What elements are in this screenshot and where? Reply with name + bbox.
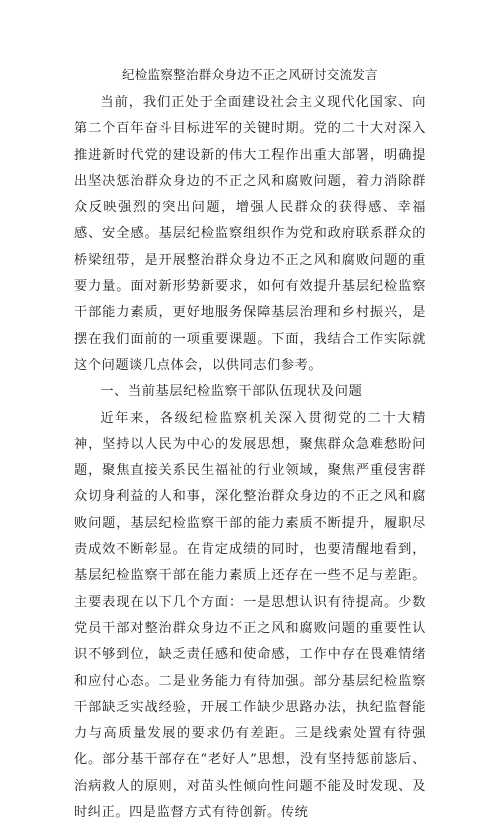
document-title: 纪检监察整治群众身边不正之风研讨交流发言	[121, 67, 378, 82]
section-paragraph: 近年来，各级纪检监察机关深入贯彻党的二十大精神，坚持以人民为中心的发展思想，聚焦群众急难愁盼问题，聚焦直接关系民生福祉的行业领域，聚焦严重侵害群众切身利益的人和事，深化整治群众身边的不正之风和腐败问题，基层纪检监察干部的能力素质不断提升，履职尽责成效不断彰显。在肯定成绩的同时，也要清醒地看到，基层纪检监察干部在能力素质上还存在一些不足与差距。主要表现在以下几个方面：一是思想认识有待提高。少数党员干部对整治群众身边不正之风和腐败问题的重要性认识不够到位，缺乏责任感和使命感，工作中存在畏难情绪和应付心态。二是业务能力有待加强。部分基层纪检监察干部缺乏实战经验，开展工作缺少思路办法，执纪监督能力与高质量发展的要求仍有差距。三是线索处置有待强化。部分基干部存在“老好人”思想，没有坚持惩前毖后、治病救人的原则，对苗头性倾向性问题不能及时发现、及时纠正。四是监督方式有待创新。传统	[74, 410, 426, 821]
intro-paragraph: 当前，我们正处于全面建设社会主义现代化国家、向第二个百年奋斗目标进军的关键时期。党的二十大对深入推进新时代党的建设新的伟大工程作出重大部署，明确提出坚决惩治群众身边的不正之风和腐败问题，着力消除群众反映强烈的突出问题，增强人民群众的获得感、幸福感、安全感。基层纪检监察组织作为党和政府联系群众的桥梁纽带，是开展整治群众身边不正之风和腐败问题的重要力量。面对新形势新要求，如何有效提升基层纪检监察干部能力素质，更好地服务保障基层治理和乡村振兴，是摆在我们面前的一项重要课题。下面，我结合工作实际就这个问题谈几点体会，以供同志们参考。	[74, 95, 426, 373]
section-heading: 一、当前基层纪检监察干部队伍现状及问题	[100, 384, 363, 400]
